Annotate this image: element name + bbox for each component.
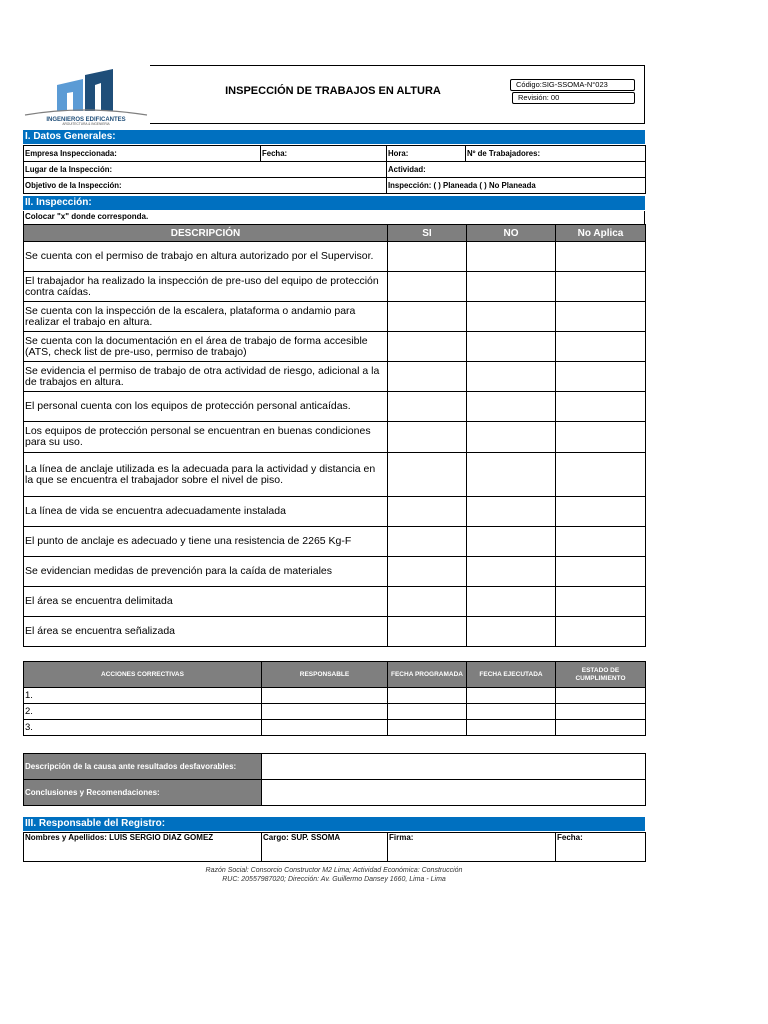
responsable-cell[interactable] [262, 704, 388, 720]
nombre-field[interactable]: Nombres y Apellidos: LUIS SERGIO DIAZ GOMEZ [24, 833, 262, 862]
col-fecha-ejecutada: FECHA EJECUTADA [467, 662, 556, 688]
fecha-programada-cell[interactable] [388, 704, 467, 720]
building-logo-icon [23, 67, 150, 125]
na-cell[interactable] [556, 587, 646, 617]
section-registro-title: III. Responsable del Registro: [23, 817, 645, 831]
table-row [24, 392, 646, 422]
col-estado: ESTADO DE CUMPLIMIENTO [556, 662, 646, 688]
actividad-field[interactable]: Actividad: [387, 162, 646, 178]
si-cell[interactable] [388, 527, 467, 557]
inspection-table [23, 224, 646, 647]
table-row [24, 527, 646, 557]
trabajadores-field[interactable]: Nº de Trabajadores: [466, 146, 646, 162]
fecha-ejecutada-cell[interactable] [467, 704, 556, 720]
na-cell[interactable] [556, 332, 646, 362]
na-cell[interactable] [556, 422, 646, 453]
item-description: La línea de anclaje utilizada es la adecuada para la actividad y distancia en la que se encuentra el trabajador sobre el nivel de piso. [24, 453, 388, 497]
item-description: Se cuenta con la documentación en el área de trabajo de forma accesible (ATS, check list de pre-uso, permiso de trabajo) [24, 332, 388, 362]
item-description: El trabajador ha realizado la inspección de pre-uso del equipo de protección contra caídas. [24, 272, 388, 302]
header-top-border [150, 65, 645, 66]
header-right-border [644, 65, 645, 124]
col-si: SI [388, 225, 467, 242]
registro-table [23, 832, 646, 862]
document-header [23, 65, 645, 125]
inspection-instruction: Colocar "x" donde corresponda. [23, 211, 645, 224]
na-cell[interactable] [556, 497, 646, 527]
actions-header-row [24, 662, 646, 688]
company-logo [23, 67, 150, 125]
no-cell[interactable] [467, 617, 556, 647]
item-description: El punto de anclaje es adecuado y tiene una resistencia de 2265 Kg-F [24, 527, 388, 557]
causa-label: Descripción de la causa ante resultados desfavorables: [24, 754, 262, 780]
si-cell[interactable] [388, 392, 467, 422]
empresa-field[interactable]: Empresa Inspeccionada: [24, 146, 261, 162]
table-row [24, 617, 646, 647]
fecha-field[interactable]: Fecha: [261, 146, 387, 162]
conclusiones-input[interactable] [262, 780, 646, 806]
document-revision: Revisión: 00 [512, 92, 635, 104]
action-number[interactable]: 2. [24, 704, 262, 720]
no-cell[interactable] [467, 453, 556, 497]
table-row [24, 688, 646, 704]
col-na: No Aplica [556, 225, 646, 242]
col-responsable: RESPONSABLE [262, 662, 388, 688]
section-inspection-title: II. Inspección: [23, 196, 645, 210]
no-cell[interactable] [467, 497, 556, 527]
col-acciones: ACCIONES CORRECTIVAS [24, 662, 262, 688]
document-title: INSPECCIÓN DE TRABAJOS EN ALTURA [225, 85, 441, 97]
no-cell[interactable] [467, 362, 556, 392]
table-row [24, 497, 646, 527]
cargo-field[interactable]: Cargo: SUP. SSOMA [262, 833, 388, 862]
estado-cell[interactable] [556, 704, 646, 720]
fecha-ejecutada-cell[interactable] [467, 720, 556, 736]
footer-line-2: RUC: 20557987020; Dirección: Av. Guillermo Dansey 1660, Lima - Lima [222, 876, 446, 883]
logo-subtext: ARQUITECTURA & INGENIERIA [62, 122, 110, 125]
action-number[interactable]: 3. [24, 720, 262, 736]
table-row [24, 242, 646, 272]
item-description: El área se encuentra delimitada [24, 587, 388, 617]
col-fecha-programada: FECHA PROGRAMADA [388, 662, 467, 688]
item-description: Se cuenta con el permiso de trabajo en altura autorizado por el Supervisor. [24, 242, 388, 272]
na-cell[interactable] [556, 392, 646, 422]
si-cell[interactable] [388, 242, 467, 272]
fecha-programada-cell[interactable] [388, 720, 467, 736]
si-cell[interactable] [388, 453, 467, 497]
table-row [24, 362, 646, 392]
si-cell[interactable] [388, 557, 467, 587]
col-descripcion: DESCRIPCIÓN [24, 225, 388, 242]
item-description: El área se encuentra señalizada [24, 617, 388, 647]
table-row [24, 754, 646, 780]
item-description: Se cuenta con la inspección de la escalera, plataforma o andamio para realizar el trabajo en altura. [24, 302, 388, 332]
no-cell[interactable] [467, 587, 556, 617]
no-cell[interactable] [467, 557, 556, 587]
fecha-ejecutada-cell[interactable] [467, 688, 556, 704]
table-row [24, 453, 646, 497]
na-cell[interactable] [556, 557, 646, 587]
si-cell[interactable] [388, 302, 467, 332]
item-description: Los equipos de protección personal se encuentran en buenas condiciones para su uso. [24, 422, 388, 453]
na-cell[interactable] [556, 302, 646, 332]
no-cell[interactable] [467, 302, 556, 332]
na-cell[interactable] [556, 453, 646, 497]
estado-cell[interactable] [556, 688, 646, 704]
na-cell[interactable] [556, 527, 646, 557]
table-row [24, 587, 646, 617]
footer-line-1: Razón Social: Consorcio Constructor M2 Lima; Actividad Económica: Construcción [205, 867, 463, 874]
si-cell[interactable] [388, 497, 467, 527]
lugar-field[interactable]: Lugar de la Inspección: [24, 162, 387, 178]
si-cell[interactable] [388, 332, 467, 362]
si-cell[interactable] [388, 422, 467, 453]
fecha-programada-cell[interactable] [388, 688, 467, 704]
item-description: La línea de vida se encuentra adecuadamente instalada [24, 497, 388, 527]
no-cell[interactable] [467, 332, 556, 362]
table-row [24, 557, 646, 587]
table-row [24, 422, 646, 453]
action-number[interactable]: 1. [24, 688, 262, 704]
na-cell[interactable] [556, 272, 646, 302]
objetivo-field[interactable]: Objetivo de la Inspección: [24, 178, 387, 194]
firma-field[interactable]: Firma: [388, 833, 556, 862]
fecha-registro-field[interactable]: Fecha: [556, 833, 646, 862]
table-row [24, 272, 646, 302]
item-description: El personal cuenta con los equipos de protección personal anticaídas. [24, 392, 388, 422]
no-cell[interactable] [467, 272, 556, 302]
corrective-actions-table [23, 661, 646, 736]
table-row [24, 332, 646, 362]
summary-table [23, 753, 646, 806]
na-cell[interactable] [556, 362, 646, 392]
table-row [24, 720, 646, 736]
section-general-title: I. Datos Generales: [23, 130, 645, 144]
na-cell[interactable] [556, 617, 646, 647]
responsable-cell[interactable] [262, 688, 388, 704]
col-no: NO [467, 225, 556, 242]
hora-field[interactable]: Hora: [387, 146, 466, 162]
si-cell[interactable] [388, 617, 467, 647]
inspeccion-type-field[interactable]: Inspección: ( ) Planeada ( ) No Planeada [387, 178, 646, 194]
na-cell[interactable] [556, 242, 646, 272]
estado-cell[interactable] [556, 720, 646, 736]
table-row [24, 833, 646, 862]
si-cell[interactable] [388, 362, 467, 392]
no-cell[interactable] [467, 392, 556, 422]
si-cell[interactable] [388, 587, 467, 617]
no-cell[interactable] [467, 422, 556, 453]
responsable-cell[interactable] [262, 720, 388, 736]
no-cell[interactable] [467, 527, 556, 557]
document-footer [23, 866, 645, 884]
document-code: Código:SIG-SSOMA-N°023 [510, 79, 635, 91]
logo-text: INGENIEROS EDIFICANTES [46, 117, 126, 123]
item-description: Se evidencia el permiso de trabajo de otra actividad de riesgo, adicional a la de trabajos en altura. [24, 362, 388, 392]
inspection-header-row [24, 225, 646, 242]
causa-input[interactable] [262, 754, 646, 780]
general-data-table [23, 145, 646, 194]
no-cell[interactable] [467, 242, 556, 272]
table-row [24, 302, 646, 332]
si-cell[interactable] [388, 272, 467, 302]
table-row [24, 704, 646, 720]
conclusiones-label: Conclusiones y Recomendaciones: [24, 780, 262, 806]
table-row [24, 780, 646, 806]
item-description: Se evidencian medidas de prevención para la caída de materiales [24, 557, 388, 587]
header-bottom-border [150, 123, 645, 124]
